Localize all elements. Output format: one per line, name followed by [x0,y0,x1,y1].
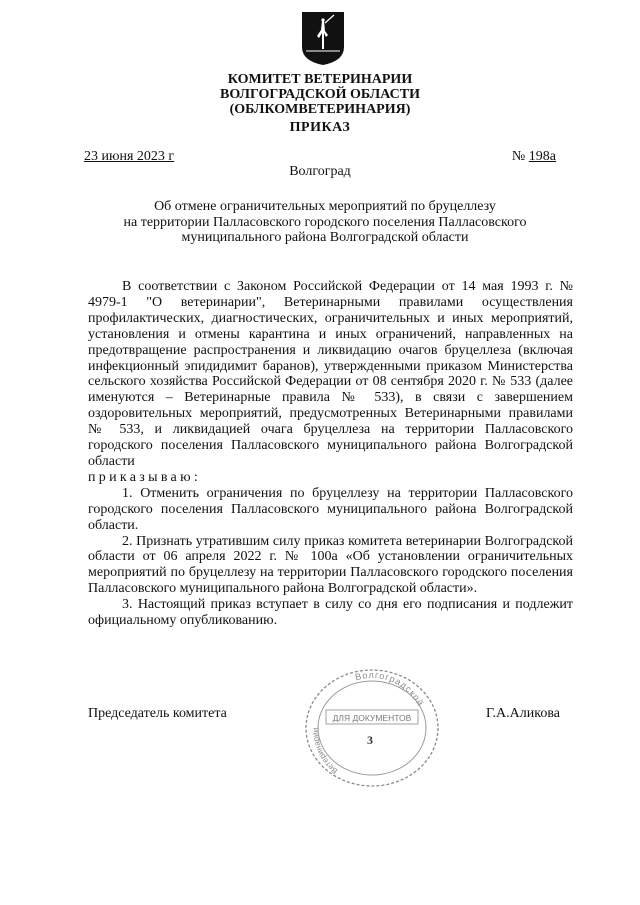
document-body [88,279,573,629]
stamp-arc-top-text: Волгоградской [354,669,426,709]
organization-abbreviation: (ОБЛКОМВЕТЕРИНАРИЯ) [229,102,411,117]
number-value: 198а [528,149,556,164]
order-item-2: 2. Признать утратившим силу приказ комитета ветеринарии Волгоградской области от 06 апреля 2022 г. № 100а «Об установлении ограничительных мероприятий по бруцеллезу на территории Палласовского городского поселения Палласовского муниципального района Волгоградской области». [88,533,573,597]
order-item-3: 3. Настоящий приказ вступает в силу со дня его подписания и подлежит официальному опубликованию. [88,597,573,629]
document-subject [95,199,555,246]
organization-name-line2: ВОЛГОГРАДСКОЙ ОБЛАСТИ [220,87,420,102]
stamp-center-text: ДЛЯ ДОКУМЕНТОВ [332,713,412,723]
number-prefix: № [511,149,529,164]
subject-line: муниципального района Волгоградской области [181,230,469,245]
document-type-title: ПРИКАЗ [289,120,351,135]
order-item-1: 1. Отменить ограничения по бруцеллезу на территории Палласовского городского поселения Палласовского муниципального района Волгоградской области. [88,485,573,533]
organization-name-line1: КОМИТЕТ ВЕТЕРИНАРИИ [227,72,413,87]
document-date: 23 июня 2023 г [84,149,175,164]
order-word: приказываю: [88,469,202,485]
document-city: Волгоград [289,164,351,179]
subject-line: Об отмене ограничительных мероприятий по бруцеллезу [154,199,496,214]
stamp-arc-left-text: Ветеринарии [310,727,340,776]
preamble-paragraph: В соответствии с Законом Российской Федерации от 14 мая 1993 г. № 4979-1 "О ветеринарии", Ветеринарными правилами осуществления профилактических, диагностических, ограничительных и иных мероприятий, установления и отмены карантина и иных ограничений, направленных на предотвращение распространения и ликвидацию очагов бруцеллеза (включая инфекционный эпидидимит баранов), утвержденными приказом Министерства сельского хозяйства Российской Федерации от 08 сентября 2020 г. № 533 (далее именуются – Ветеринарные правила № 533), в связи с завершением оздоровительных мероприятий, предусмотренных Ветеринарными правилами № 533, и ликвидацией очага бруцеллеза на территории Палласовского городского поселения Палласовского муниципального района Волгоградской области [88,279,573,469]
signatory-name: Г.А.Аликова [486,706,560,721]
stamp-number: 3 [367,733,373,747]
document-number [512,149,556,165]
coat-of-arms-emblem [301,11,345,66]
svg-text:Волгоградской [354,670,426,708]
subject-line: на территории Палласовского городского поселения Палласовского [123,214,527,230]
signatory-position: Председатель комитета [88,706,227,721]
official-stamp [298,660,446,790]
